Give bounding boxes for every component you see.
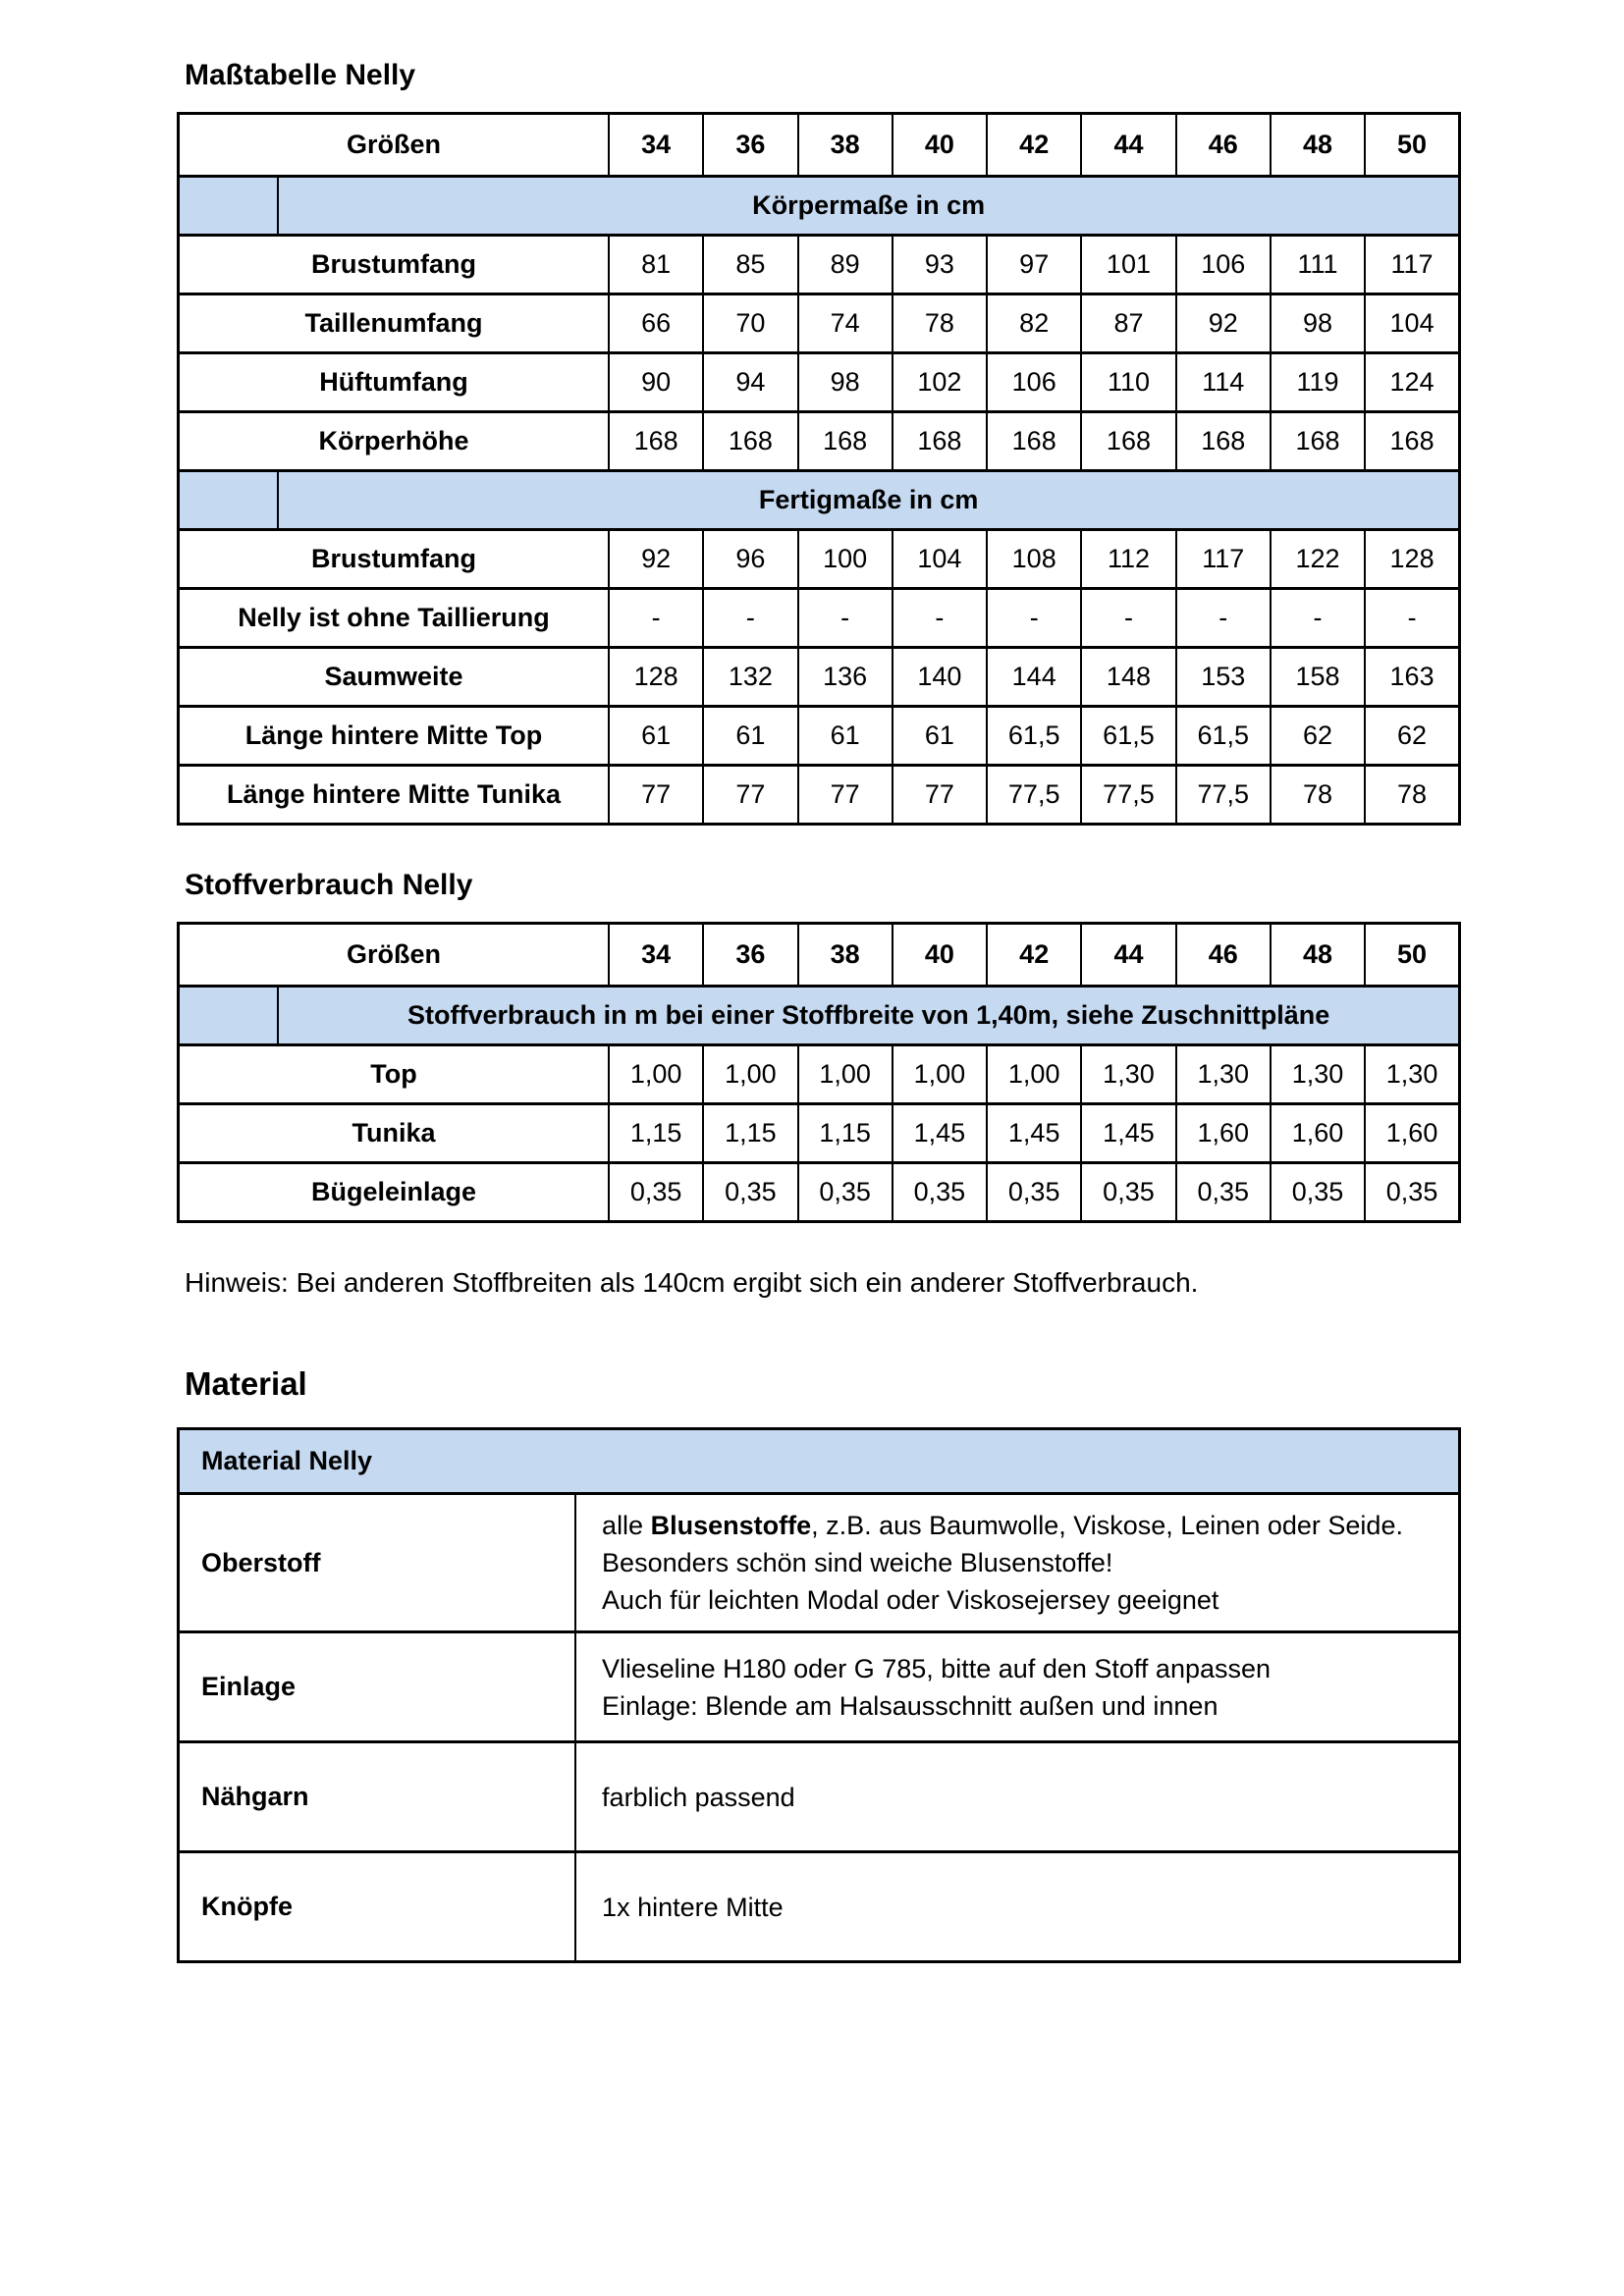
measure-value-cell: 104 <box>893 530 987 589</box>
measure-value-cell: 62 <box>1365 707 1459 766</box>
page-title-stoffverbrauch: Stoffverbrauch Nelly <box>185 869 473 901</box>
measure-value-cell: 61 <box>703 707 797 766</box>
material-header-row <box>179 1429 1460 1494</box>
mass-table <box>177 112 1461 826</box>
measure-value-cell: 168 <box>798 412 893 471</box>
size-header-cell: 36 <box>703 114 797 177</box>
material-value-text: Vlieseline H180 oder G 785, bitte auf den Stoff anpassen <box>602 1653 1272 1683</box>
measure-value-cell: 1,15 <box>609 1104 703 1163</box>
measure-value-cell: 82 <box>987 294 1081 353</box>
measure-value-cell: 1,00 <box>987 1045 1081 1104</box>
material-value-cell <box>575 1632 1459 1742</box>
sizes-label-cell: Größen <box>179 114 610 177</box>
material-label-cell: Nähgarn <box>179 1742 576 1852</box>
material-value-text: Einlage: Blende am Halsausschnitt außen und innen <box>602 1690 1218 1721</box>
material-value-text: Besonders schön sind weiche Blusenstoffe! <box>602 1548 1113 1577</box>
material-table <box>177 1427 1461 1963</box>
size-header-cell: 40 <box>893 924 987 987</box>
measure-value-cell: 168 <box>609 412 703 471</box>
measure-label-cell: Nelly ist ohne Taillierung <box>179 589 610 648</box>
measure-value-cell: 0,35 <box>609 1163 703 1222</box>
measure-value-cell: 1,30 <box>1271 1045 1365 1104</box>
material-value-bold-text: Blusenstoffe <box>650 1511 812 1540</box>
material-label-cell: Knöpfe <box>179 1852 576 1962</box>
size-header-cell: 38 <box>798 924 893 987</box>
measure-value-cell: - <box>893 589 987 648</box>
size-header-cell: 42 <box>987 114 1081 177</box>
measure-value-cell: 140 <box>893 648 987 707</box>
measure-row <box>179 648 1460 707</box>
measure-row <box>179 294 1460 353</box>
measure-value-cell: 1,15 <box>798 1104 893 1163</box>
measure-value-cell: 98 <box>1271 294 1365 353</box>
measure-value-cell: 168 <box>1271 412 1365 471</box>
measure-value-cell: - <box>798 589 893 648</box>
measure-value-cell: 77,5 <box>1176 766 1271 825</box>
measure-label-cell: Bügeleinlage <box>179 1163 610 1222</box>
measure-value-cell: 148 <box>1081 648 1175 707</box>
fabric-width-note: Hinweis: Bei anderen Stoffbreiten als 140cm ergibt sich ein anderer Stoffverbrauch. <box>185 1267 1199 1298</box>
measure-label-cell: Länge hintere Mitte Top <box>179 707 610 766</box>
measure-value-cell: 1,00 <box>798 1045 893 1104</box>
measure-value-cell: 70 <box>703 294 797 353</box>
measure-value-cell: 78 <box>893 294 987 353</box>
measure-value-cell: 77,5 <box>1081 766 1175 825</box>
measure-value-cell: 77,5 <box>987 766 1081 825</box>
measure-value-cell: 168 <box>1176 412 1271 471</box>
material-value-line <box>602 1779 1440 1816</box>
material-value-line <box>602 1507 1440 1544</box>
measure-label-cell: Brustumfang <box>179 530 610 589</box>
measure-value-cell: 98 <box>798 353 893 412</box>
measure-value-cell: 1,00 <box>703 1045 797 1104</box>
material-label-cell: Oberstoff <box>179 1494 576 1632</box>
material-value-line <box>602 1687 1440 1725</box>
measure-value-cell: 132 <box>703 648 797 707</box>
measure-value-cell: 168 <box>987 412 1081 471</box>
page-title-material: Material <box>185 1365 307 1402</box>
material-value-text: farblich passend <box>602 1782 795 1812</box>
measure-value-cell: 92 <box>1176 294 1271 353</box>
measure-value-cell: 1,60 <box>1271 1104 1365 1163</box>
measure-row <box>179 1104 1460 1163</box>
band-title-cell: Körpermaße in cm <box>278 177 1459 236</box>
size-header-cell: 46 <box>1176 924 1271 987</box>
measure-value-cell: 74 <box>798 294 893 353</box>
measure-value-cell: 106 <box>987 353 1081 412</box>
measure-value-cell: 106 <box>1176 236 1271 294</box>
measure-value-cell: 78 <box>1365 766 1459 825</box>
sizes-label-cell: Größen <box>179 924 610 987</box>
measure-value-cell: - <box>609 589 703 648</box>
material-row <box>179 1742 1460 1852</box>
size-header-cell: 34 <box>609 924 703 987</box>
size-header-cell: 48 <box>1271 114 1365 177</box>
measure-value-cell: 168 <box>893 412 987 471</box>
measure-label-cell: Top <box>179 1045 610 1104</box>
measure-value-cell: 0,35 <box>1271 1163 1365 1222</box>
measure-value-cell: 61,5 <box>1081 707 1175 766</box>
size-header-cell: 34 <box>609 114 703 177</box>
measure-value-cell: 108 <box>987 530 1081 589</box>
measure-value-cell: 66 <box>609 294 703 353</box>
measure-value-cell: 93 <box>893 236 987 294</box>
measure-label-cell: Taillenumfang <box>179 294 610 353</box>
measure-value-cell: 96 <box>703 530 797 589</box>
measure-value-cell: 1,45 <box>893 1104 987 1163</box>
measure-row <box>179 353 1460 412</box>
measure-value-cell: 1,60 <box>1176 1104 1271 1163</box>
material-value-text: Auch für leichten Modal oder Viskosejersey geeignet <box>602 1585 1219 1615</box>
measure-value-cell: 168 <box>1365 412 1459 471</box>
material-row <box>179 1632 1460 1742</box>
measure-value-cell: 89 <box>798 236 893 294</box>
size-header-cell: 44 <box>1081 114 1175 177</box>
material-value-line <box>602 1889 1440 1926</box>
measure-value-cell: 1,45 <box>987 1104 1081 1163</box>
sizes-header-row <box>179 924 1460 987</box>
measure-value-cell: 0,35 <box>1081 1163 1175 1222</box>
measure-row <box>179 412 1460 471</box>
measure-value-cell: 117 <box>1176 530 1271 589</box>
measure-value-cell: 144 <box>987 648 1081 707</box>
measure-label-cell: Tunika <box>179 1104 610 1163</box>
measure-label-cell: Länge hintere Mitte Tunika <box>179 766 610 825</box>
measure-value-cell: 0,35 <box>1176 1163 1271 1222</box>
measure-row <box>179 236 1460 294</box>
measure-value-cell: 168 <box>703 412 797 471</box>
measure-value-cell: 111 <box>1271 236 1365 294</box>
measure-value-cell: 168 <box>1081 412 1175 471</box>
size-header-cell: 36 <box>703 924 797 987</box>
measure-value-cell: 77 <box>703 766 797 825</box>
measure-value-cell: - <box>1271 589 1365 648</box>
band-stub-cell <box>179 987 279 1045</box>
measure-value-cell: 128 <box>1365 530 1459 589</box>
measure-value-cell: 1,45 <box>1081 1104 1175 1163</box>
size-header-cell: 38 <box>798 114 893 177</box>
measure-value-cell: 90 <box>609 353 703 412</box>
measure-value-cell: 128 <box>609 648 703 707</box>
section-band-row <box>179 987 1460 1045</box>
measure-row <box>179 766 1460 825</box>
measure-value-cell: 85 <box>703 236 797 294</box>
measure-label-cell: Hüftumfang <box>179 353 610 412</box>
material-value-text: 1x hintere Mitte <box>602 1892 784 1922</box>
measure-value-cell: 102 <box>893 353 987 412</box>
measure-value-cell: 1,30 <box>1365 1045 1459 1104</box>
measure-value-cell: 124 <box>1365 353 1459 412</box>
measure-value-cell: 0,35 <box>1365 1163 1459 1222</box>
size-header-cell: 48 <box>1271 924 1365 987</box>
measure-value-cell: 1,30 <box>1081 1045 1175 1104</box>
material-value-cell <box>575 1852 1459 1962</box>
measure-value-cell: 1,60 <box>1365 1104 1459 1163</box>
size-header-cell: 42 <box>987 924 1081 987</box>
size-header-cell: 40 <box>893 114 987 177</box>
band-stub-cell <box>179 471 279 530</box>
measure-value-cell: 61,5 <box>1176 707 1271 766</box>
measure-value-cell: 112 <box>1081 530 1175 589</box>
measure-value-cell: 163 <box>1365 648 1459 707</box>
measure-row <box>179 530 1460 589</box>
measure-label-cell: Körperhöhe <box>179 412 610 471</box>
measure-value-cell: 61 <box>798 707 893 766</box>
material-value-cell <box>575 1742 1459 1852</box>
measure-value-cell: 100 <box>798 530 893 589</box>
measure-value-cell: 87 <box>1081 294 1175 353</box>
measure-value-cell: 78 <box>1271 766 1365 825</box>
measure-value-cell: 0,35 <box>798 1163 893 1222</box>
band-stub-cell <box>179 177 279 236</box>
measure-value-cell: - <box>703 589 797 648</box>
measure-value-cell: 1,15 <box>703 1104 797 1163</box>
band-title-cell: Stoffverbrauch in m bei einer Stoffbreite von 1,40m, siehe Zuschnittpläne <box>278 987 1459 1045</box>
size-header-cell: 50 <box>1365 114 1459 177</box>
material-label-cell: Einlage <box>179 1632 576 1742</box>
size-header-cell: 44 <box>1081 924 1175 987</box>
measure-value-cell: - <box>987 589 1081 648</box>
measure-value-cell: 117 <box>1365 236 1459 294</box>
measure-value-cell: 114 <box>1176 353 1271 412</box>
measure-value-cell: 0,35 <box>987 1163 1081 1222</box>
fabric-table <box>177 922 1461 1223</box>
measure-row <box>179 1045 1460 1104</box>
page-title-masstabelle: Maßtabelle Nelly <box>185 59 416 91</box>
measure-value-cell: 61 <box>609 707 703 766</box>
measure-value-cell: 0,35 <box>893 1163 987 1222</box>
size-header-cell: 50 <box>1365 924 1459 987</box>
measure-value-cell: 97 <box>987 236 1081 294</box>
measure-value-cell: 136 <box>798 648 893 707</box>
size-header-cell: 46 <box>1176 114 1271 177</box>
measure-value-cell: 153 <box>1176 648 1271 707</box>
section-band-row <box>179 177 1460 236</box>
section-band-row <box>179 471 1460 530</box>
material-value-text: alle <box>602 1511 651 1540</box>
measure-value-cell: 0,35 <box>703 1163 797 1222</box>
material-value-text: , z.B. aus Baumwolle, Viskose, Leinen oder Seide. <box>811 1511 1403 1540</box>
measure-value-cell: 81 <box>609 236 703 294</box>
measure-value-cell: 158 <box>1271 648 1365 707</box>
measure-row <box>179 1163 1460 1222</box>
measure-value-cell: 110 <box>1081 353 1175 412</box>
measure-value-cell: 101 <box>1081 236 1175 294</box>
material-value-line <box>602 1650 1440 1687</box>
measure-value-cell: 77 <box>798 766 893 825</box>
measure-value-cell: 1,30 <box>1176 1045 1271 1104</box>
measure-value-cell: 62 <box>1271 707 1365 766</box>
material-value-cell <box>575 1494 1459 1632</box>
material-value-line <box>602 1581 1440 1619</box>
material-value-line <box>602 1544 1440 1581</box>
sizes-header-row <box>179 114 1460 177</box>
measure-value-cell: 61 <box>893 707 987 766</box>
measure-value-cell: - <box>1176 589 1271 648</box>
measure-value-cell: 119 <box>1271 353 1365 412</box>
band-title-cell: Fertigmaße in cm <box>278 471 1459 530</box>
measure-value-cell: 61,5 <box>987 707 1081 766</box>
measure-row <box>179 707 1460 766</box>
measure-row <box>179 589 1460 648</box>
measure-value-cell: 122 <box>1271 530 1365 589</box>
measure-value-cell: 104 <box>1365 294 1459 353</box>
measure-value-cell: 77 <box>893 766 987 825</box>
measure-value-cell: 1,00 <box>609 1045 703 1104</box>
measure-value-cell: 92 <box>609 530 703 589</box>
measure-label-cell: Saumweite <box>179 648 610 707</box>
material-row <box>179 1852 1460 1962</box>
measure-value-cell: - <box>1081 589 1175 648</box>
material-header-cell: Material Nelly <box>179 1429 1460 1494</box>
measure-value-cell: - <box>1365 589 1459 648</box>
material-row <box>179 1494 1460 1632</box>
measure-value-cell: 94 <box>703 353 797 412</box>
measure-label-cell: Brustumfang <box>179 236 610 294</box>
measure-value-cell: 77 <box>609 766 703 825</box>
measure-value-cell: 1,00 <box>893 1045 987 1104</box>
